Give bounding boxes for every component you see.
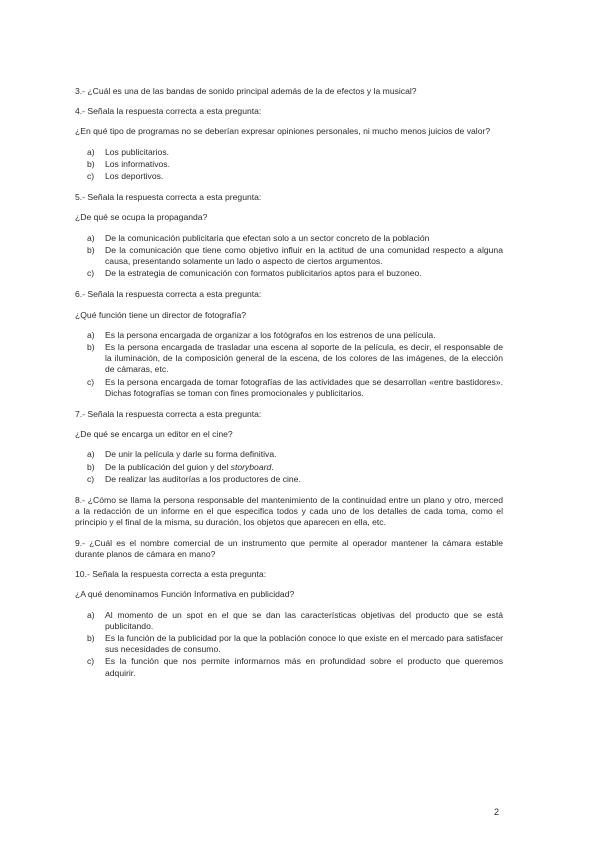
option-item: a) Es la persona encargada de organizar a los fotógrafos en los estrenos de una película. — [87, 329, 436, 340]
question-6-options — [75, 330, 503, 399]
question-4-instruction: 4.- Señala la respuesta correcta a esta pregunta: — [75, 106, 262, 117]
option-item: c) De realizar las auditorías a los productores de cine. — [87, 473, 301, 484]
question-10-options — [75, 610, 503, 679]
question-4-text: ¿En qué tipo de programas no se deberían expresar opiniones personales, ni mucho menos juicios de valor? — [75, 126, 491, 137]
question-5-text: ¿De qué se ocupa la propaganda? — [75, 212, 208, 223]
question-6-text: ¿Qué función tiene un director de fotografía? — [75, 309, 247, 320]
option-item: c) Los deportivos. — [87, 171, 164, 182]
option-item: a) Los publicitarios. — [87, 146, 170, 157]
question-6-instruction: 6.- Señala la respuesta correcta a esta pregunta: — [75, 289, 262, 300]
page-number: 2 — [494, 807, 500, 817]
question-7-instruction: 7.- Señala la respuesta correcta a esta pregunta: — [75, 409, 262, 420]
question-7-options — [75, 449, 503, 485]
option-item: c) Es la persona encargada de tomar fotografías de las actividades que se desarrollan «entre bastidores». Dichas fotografías se toman con fines promocionales y publicitarios. — [87, 376, 503, 398]
question-8: 8.- ¿Cómo se llama la persona responsable del mantenimiento de la continuidad entre un plano y otro, merced a la redacción de un informe en el que especifica todos y cada uno de los detalles de cada toma, como el principio y el final de la misma, su duración, los objetos que aparecen en ella, etc. — [75, 495, 503, 528]
question-5-instruction: 5.- Señala la respuesta correcta a esta pregunta: — [75, 192, 262, 203]
document-page — [75, 86, 503, 689]
question-10-instruction: 10.- Señala la respuesta correcta a esta pregunta: — [75, 569, 267, 580]
option-item: b) De la comunicación que tiene como objetivo influir en la actitud de una comunidad respecto a alguna causa, presentando solamente un lado o aspecto de ciertos argumentos. — [87, 244, 503, 267]
question-10-text: ¿A qué denominamos Función Informativa en publicidad? — [75, 589, 295, 600]
option-item: b) De la publicación del guion y del storyboard. — [87, 461, 274, 472]
option-item: b) Es la función de la publicidad por la que la población conoce lo que existe en el mercado para satisfacer sus necesidades de consumo. — [87, 632, 503, 655]
option-item: b) Es la persona encargada de trasladar una escena al soporte de la película, es decir, el responsable de la iluminación, de la composición general de la escena, de los colores de las imágenes, de la elección de cámaras, etc. — [87, 342, 503, 375]
option-item: c) Es la función que nos permite informarnos más en profundidad sobre el producto que queremos adquirir. — [87, 656, 503, 678]
option-item: a) De unir la película y darle su forma definitiva. — [87, 449, 277, 460]
option-item: c) De la estrategia de comunicación con formatos publicitarios aptos para el buzoneo. — [87, 268, 422, 279]
option-item: a) De la comunicación publicitaria que efectan solo a un sector concreto de la población — [87, 232, 430, 243]
question-3: 3.- ¿Cuál es una de las bandas de sonido principal además de la de efectos y la musical? — [75, 86, 417, 96]
option-item: a) Al momento de un spot en el que se dan las características objetivas del producto que se está publicitando. — [87, 609, 503, 631]
option-item: b) Los informativos. — [87, 158, 170, 169]
question-5-options — [75, 233, 503, 280]
question-9: 9.- ¿Cuál es el nombre comercial de un instrumento que permite al operador mantener la cámara estable durante planos de cámara en mano? — [75, 537, 503, 559]
question-7-text: ¿De qué se encarga un editor en el cine? — [75, 429, 233, 440]
question-4-options — [75, 147, 503, 183]
